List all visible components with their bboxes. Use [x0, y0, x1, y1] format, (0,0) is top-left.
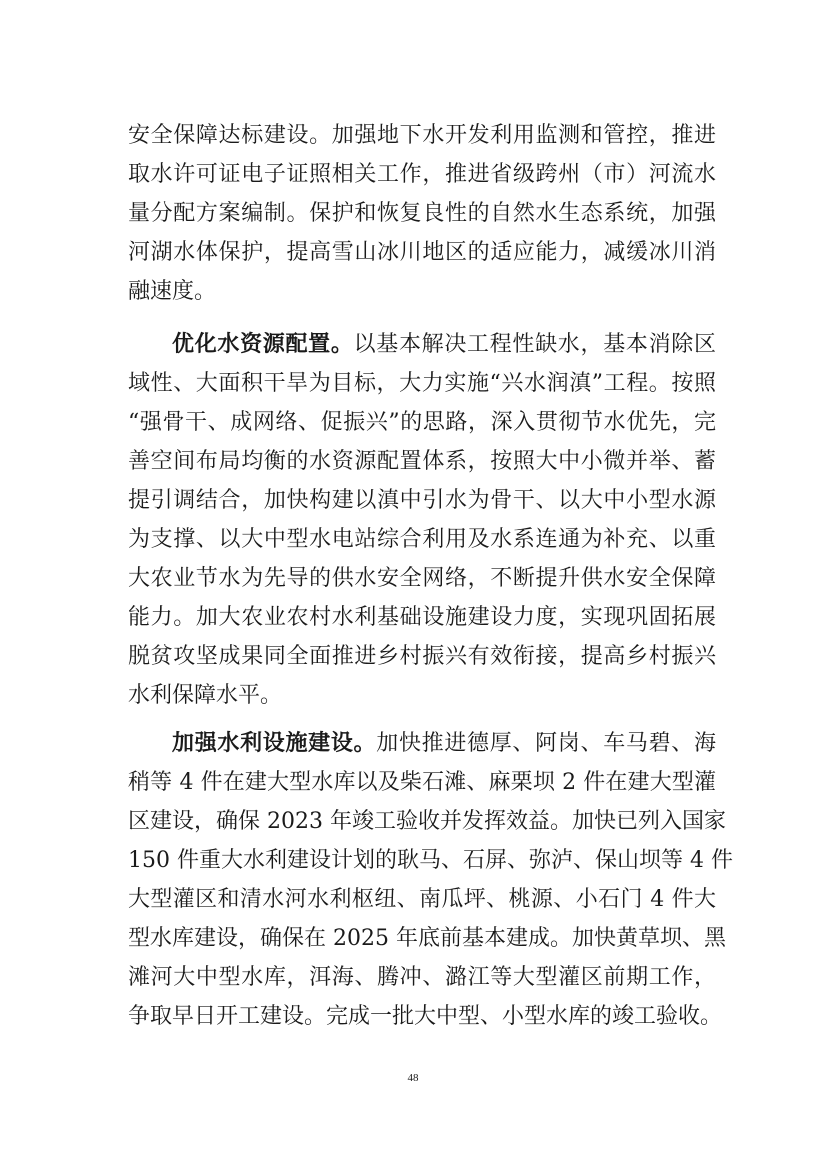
text-line: 提引调结合，加快构建以滇中引水为骨干、以大中小型水源 [128, 488, 716, 513]
text-line: 脱贫攻坚成果同全面推进乡村振兴有效衔接，提高乡村振兴 [128, 644, 716, 669]
paragraph-water-facilities [128, 724, 733, 1036]
text-line: 水利保障水平。 [128, 683, 283, 708]
text-line: 量分配方案编制。保护和恢复良性的自然水生态系统，加强 [128, 201, 716, 226]
text-line: 型水库建设，确保在 2025 年底前基本建成。加快黄草坝、黑 [128, 926, 726, 951]
text-line: 域性、大面积干旱为目标，大力实施“兴水润滇”工程。按照 [128, 371, 716, 396]
text-line: 稍等 4 件在建大型水库以及柴石滩、麻栗坝 2 件在建大型灌 [128, 770, 716, 795]
paragraph-heading: 加强水利设施建设。 [172, 730, 377, 756]
text-line: 河湖水体保护，提高雪山冰川地区的适应能力，减缓冰川消 [128, 240, 716, 265]
page-number: 48 [407, 1072, 419, 1084]
paragraph-water-safety [128, 116, 716, 311]
text-line: 滩河大中型水库，洱海、腾冲、潞江等大型灌区前期工作， [128, 965, 716, 990]
text-line [128, 724, 716, 763]
text-line: 善空间布局均衡的水资源配置体系，按照大中小微并举、蓄 [128, 449, 716, 474]
text-line: 能力。加大农业农村水利基础设施建设力度，实现巩固拓展 [128, 605, 716, 630]
text-line: 为支撑、以大中型水电站综合利用及水系连通为补充、以重 [128, 527, 716, 552]
text-line: 大型灌区和清水河水利枢纽、南瓜坪、桃源、小石门 4 件大 [128, 887, 716, 912]
text-line: 取水许可证电子证照相关工作，推进省级跨州（市）河流水 [128, 162, 716, 187]
text-run: 以基本解决工程性缺水，基本消除区 [353, 332, 716, 357]
text-run: 加快推进德厚、阿岗、车马碧、海 [376, 731, 716, 756]
paragraph-optimize-water-allocation [128, 325, 716, 715]
text-line: 争取早日开工建设。完成一批大中型、小型水库的竣工验收。 [128, 1004, 723, 1029]
paragraph-heading: 优化水资源配置。 [172, 331, 354, 357]
text-line: “强骨干、成网络、促振兴”的思路，深入贯彻节水优先，完 [128, 410, 716, 435]
text-line: 融速度。 [128, 279, 217, 304]
text-line: 安全保障达标建设。加强地下水开发利用监测和管控，推进 [128, 123, 716, 148]
text-line: 150 件重大水利建设计划的耿马、石屏、弥泸、保山坝等 4 件 [128, 848, 733, 873]
text-line: 区建设，确保 2023 年竣工验收并发挥效益。加快已列入国家 [128, 809, 726, 834]
text-line [128, 325, 716, 364]
text-line: 大农业节水为先导的供水安全网络，不断提升供水安全保障 [128, 566, 716, 591]
